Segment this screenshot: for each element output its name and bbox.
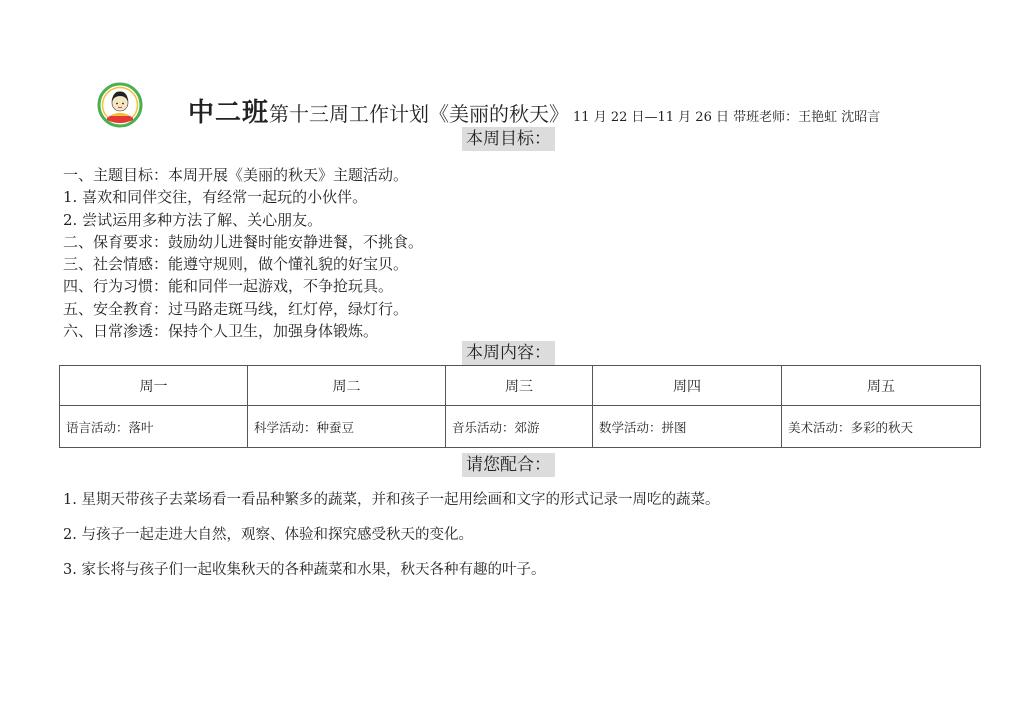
activity-cell: 音乐活动：郊游 [446, 406, 593, 448]
kindergarten-logo-icon [97, 82, 143, 128]
plan-title: 第十三周工作计划《美丽的秋天》 [269, 102, 570, 126]
goal-item: 一、主题目标：本周开展《美丽的秋天》主题活动。 [63, 166, 409, 184]
table-row [60, 406, 981, 448]
goal-item: 六、日常渗透：保持个人卫生，加强身体锻炼。 [63, 322, 379, 341]
weekly-schedule-table [59, 365, 981, 448]
activity-cell: 数学活动：拼图 [593, 406, 782, 448]
content-heading: 本周内容： [462, 341, 555, 365]
activity-cell: 语言活动：落叶 [60, 406, 248, 448]
date-and-teachers: 11 月 22 日—11 月 26 日 带班老师：王艳虹 沈昭言 [573, 110, 881, 125]
cooperation-item: 3. 家长将与孩子们一起收集秋天的各种蔬菜和水果，秋天各种有趣的叶子。 [63, 562, 546, 578]
day-header-tuesday: 周二 [248, 366, 446, 406]
goal-item: 三、社会情感：能遵守规则，做个懂礼貌的好宝贝。 [63, 255, 409, 274]
day-header-wednesday: 周三 [446, 366, 593, 406]
goal-item: 四、行为习惯：能和同伴一起游戏，不争抢玩具。 [63, 277, 394, 296]
cooperation-item: 1. 星期天带孩子去菜场看一看品种繁多的蔬菜，并和孩子一起用绘画和文字的形式记录一周吃的蔬菜。 [63, 492, 720, 508]
day-header-monday: 周一 [60, 366, 248, 406]
cooperation-list [63, 489, 719, 594]
goal-item: 二、保育要求：鼓励幼儿进餐时能安静进餐，不挑食。 [63, 232, 424, 251]
goal-item: 五、安全教育：过马路走斑马线，红灯停，绿灯行。 [63, 299, 409, 318]
goals-heading: 本周目标： [462, 127, 555, 151]
goal-item: 1. 喜欢和同伴交往，有经常一起玩的小伙伴。 [63, 188, 368, 207]
activity-cell: 科学活动：种蚕豆 [248, 406, 446, 448]
goals-list [63, 164, 423, 342]
cooperation-heading: 请您配合： [462, 453, 555, 477]
cooperation-item: 2. 与孩子一起走进大自然，观察、体验和探究感受秋天的变化。 [63, 527, 473, 543]
class-name: 中二班 [188, 98, 270, 128]
day-header-thursday: 周四 [593, 366, 782, 406]
table-header-row [60, 366, 981, 406]
activity-cell: 美术活动：多彩的秋天 [782, 406, 981, 448]
document-header [188, 92, 880, 129]
goal-item: 2. 尝试运用多种方法了解、关心朋友。 [63, 210, 323, 229]
day-header-friday: 周五 [782, 366, 981, 406]
